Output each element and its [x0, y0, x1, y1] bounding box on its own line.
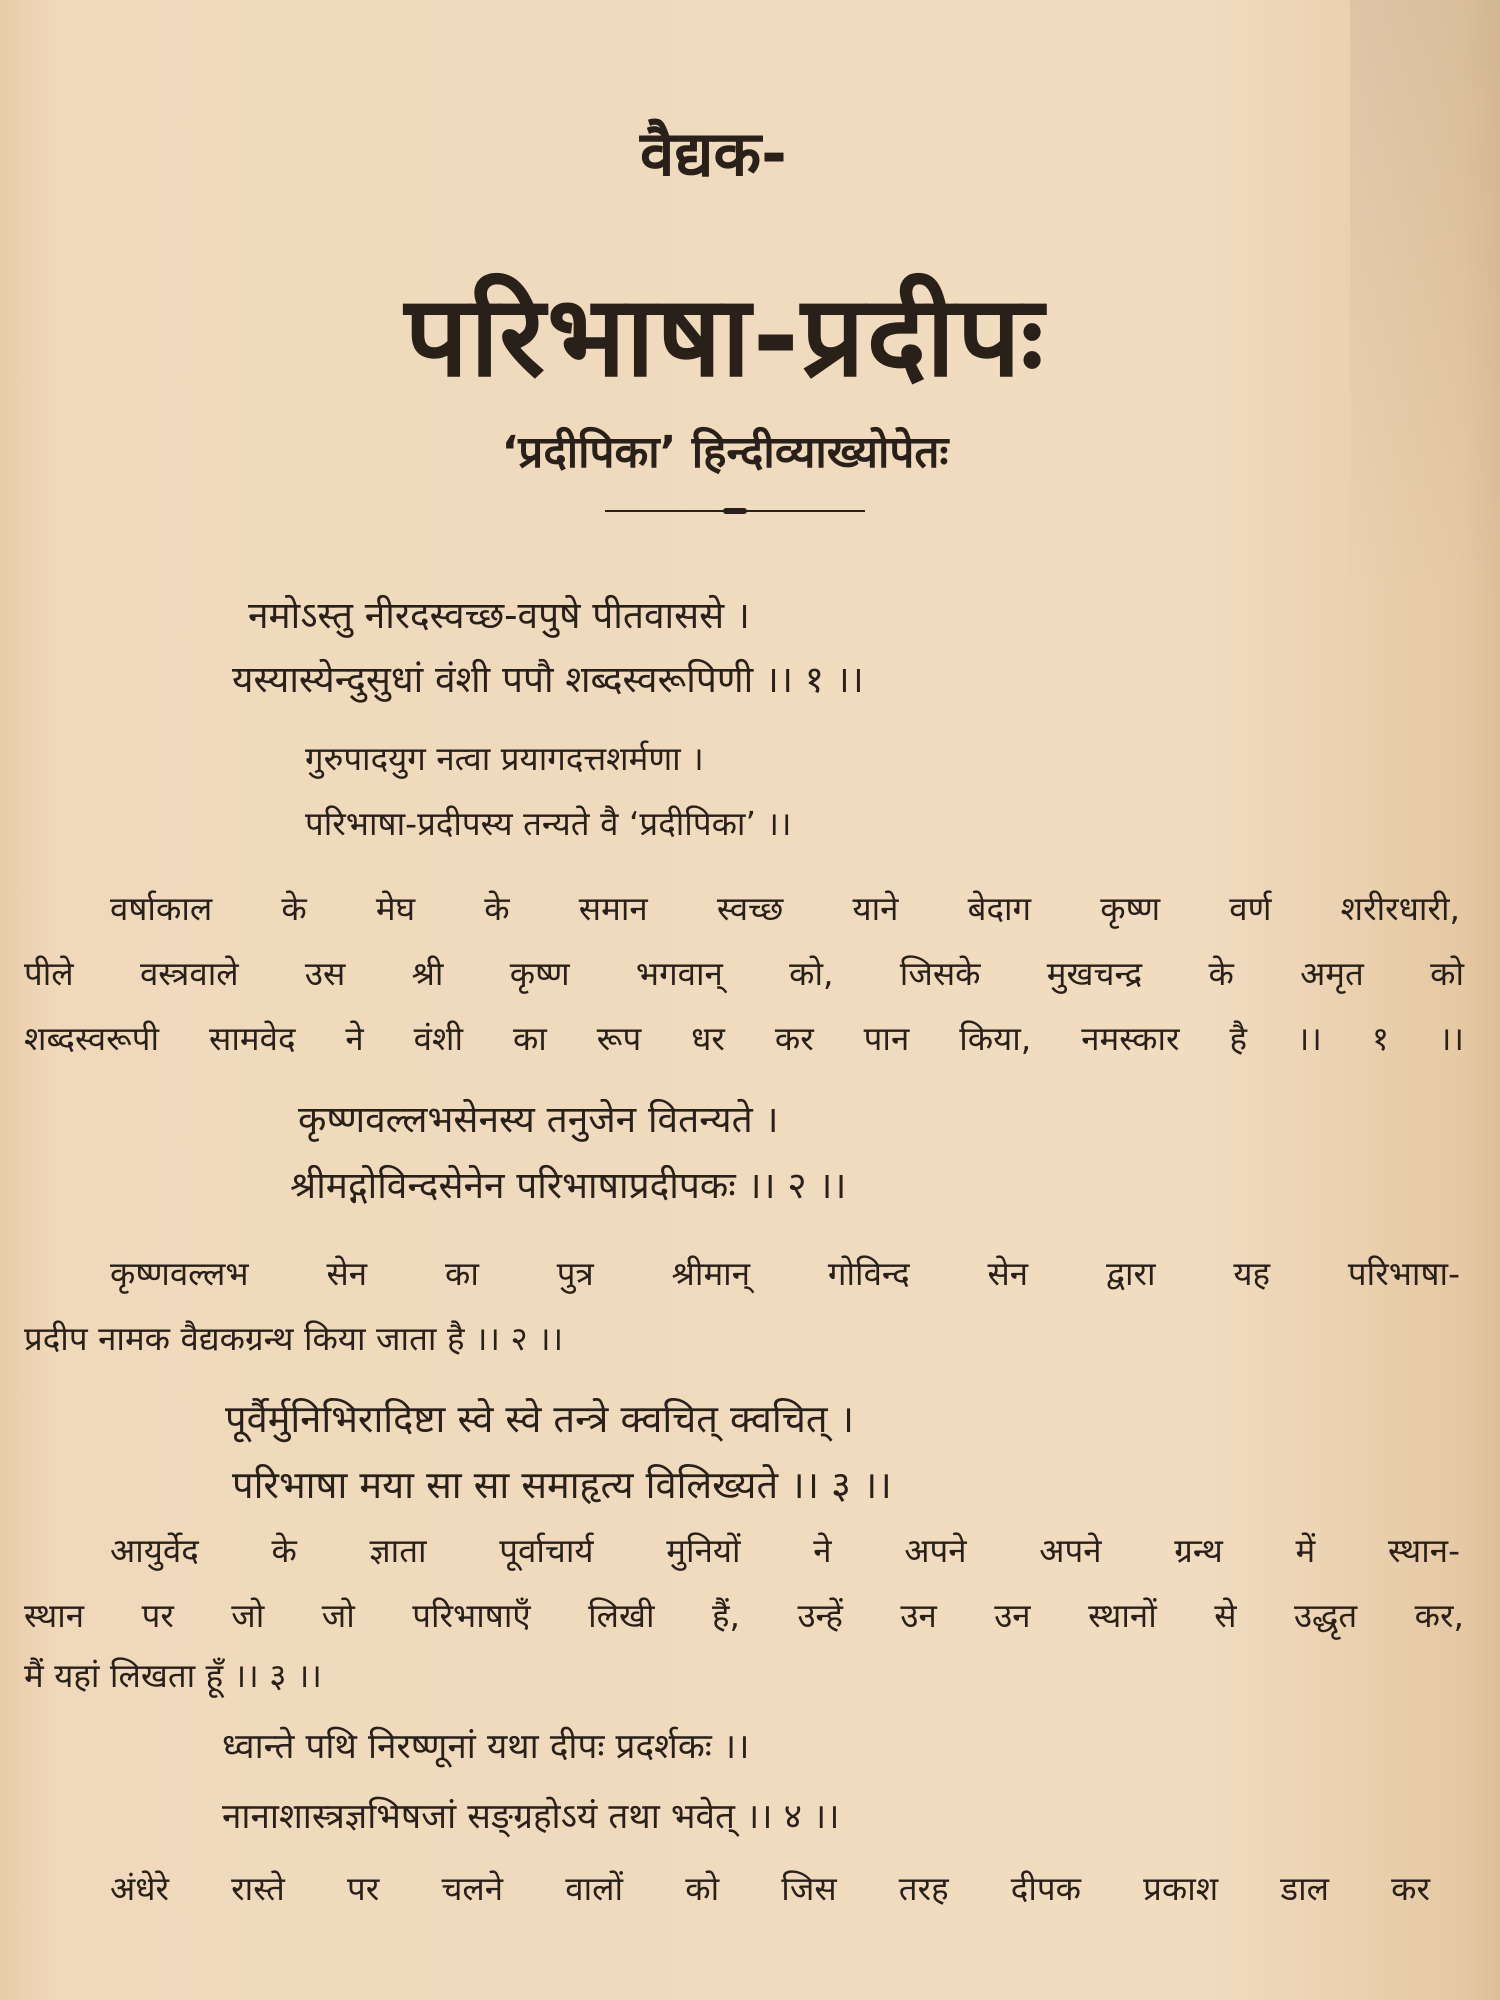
prose-3-line-2: स्थान पर जो जो परिभाषाएँ लिखी हैं, उन्हें उन उन स्थानों से उद्धृत कर, — [24, 1596, 1464, 1635]
subtitle: ‘प्रदीपिका’ हिन्दीव्याख्योपेतः — [501, 427, 949, 478]
prose-1-line-2: पीले वस्त्रवाले उस श्री कृष्ण भगवान् को, जिसके मुखचन्द्र के अमृत को — [24, 954, 1464, 993]
verse-4-line-1: पूर्वैर्मुनिभिरादिष्टा स्वे स्वे तन्त्रे क्वचित् क्वचित् । — [225, 1397, 854, 1441]
prose-3-line-3: मैं यहां लिखता हूँ ।। ३ ।। — [24, 1656, 322, 1695]
verse-1-line-1: नमोऽस्तु नीरदस्वच्छ-वपुषे पीतवाससे । — [248, 594, 750, 637]
ornamental-rule — [605, 508, 865, 514]
verse-5-line-2: नानाशास्त्रज्ञभिषजां सङ्ग्रहोऽयं तथा भवेत् ।। ४ ।। — [222, 1797, 840, 1837]
verse-3-line-2: श्रीमद्गोविन्दसेनेन परिभाषाप्रदीपकः ।। २ ।। — [290, 1164, 847, 1207]
verse-4-line-2: परिभाषा मया सा सा समाहृत्य विलिख्यते ।। ३ ।। — [232, 1463, 892, 1507]
prose-4-line-1: अंधेरे रास्ते पर चलने वालों को जिस तरह दीपक प्रकाश डाल कर — [110, 1869, 1430, 1908]
verse-5-line-1: ध्वान्ते पथि निरष्णूनां यथा दीपः प्रदर्शकः ।। — [222, 1727, 750, 1767]
verse-2-line-2: परिभाषा-प्रदीपस्य तन्यते वै ‘प्रदीपिका’ ।। — [305, 804, 792, 843]
prose-1-line-1: वर्षाकाल के मेघ के समान स्वच्छ याने बेदाग कृष्ण वर्ण शरीरधारी, — [110, 889, 1460, 928]
prose-3-line-1: आयुर्वेद के ज्ञाता पूर्वाचार्य मुनियों ने अपने अपने ग्रन्थ में स्थान- — [110, 1531, 1460, 1570]
verse-1-line-2: यस्यास्येन्दुसुधां वंशी पपौ शब्दस्वरूपिणी ।। १ ।। — [232, 658, 864, 701]
prose-2-line-1: कृष्णवल्लभ सेन का पुत्र श्रीमान् गोविन्द सेन द्वारा यह परिभाषा- — [110, 1254, 1460, 1293]
verse-3-line-1: कृष्णवल्लभसेनस्य तनुजेन वितन्यते । — [298, 1098, 779, 1141]
pre-title: वैद्यक- — [640, 117, 787, 190]
prose-1-line-3: शब्दस्वरूपी सामवेद ने वंशी का रूप धर कर पान किया, नमस्कार है ।। १ ।। — [24, 1019, 1464, 1058]
book-title: परिभाषा-प्रदीपः — [404, 272, 1046, 402]
verse-2-line-1: गुरुपादयुग नत्वा प्रयागदत्तशर्मणा । — [305, 739, 704, 778]
prose-2-line-2: प्रदीप नामक वैद्यकग्रन्थ किया जाता है ।। २ ।। — [24, 1319, 564, 1358]
